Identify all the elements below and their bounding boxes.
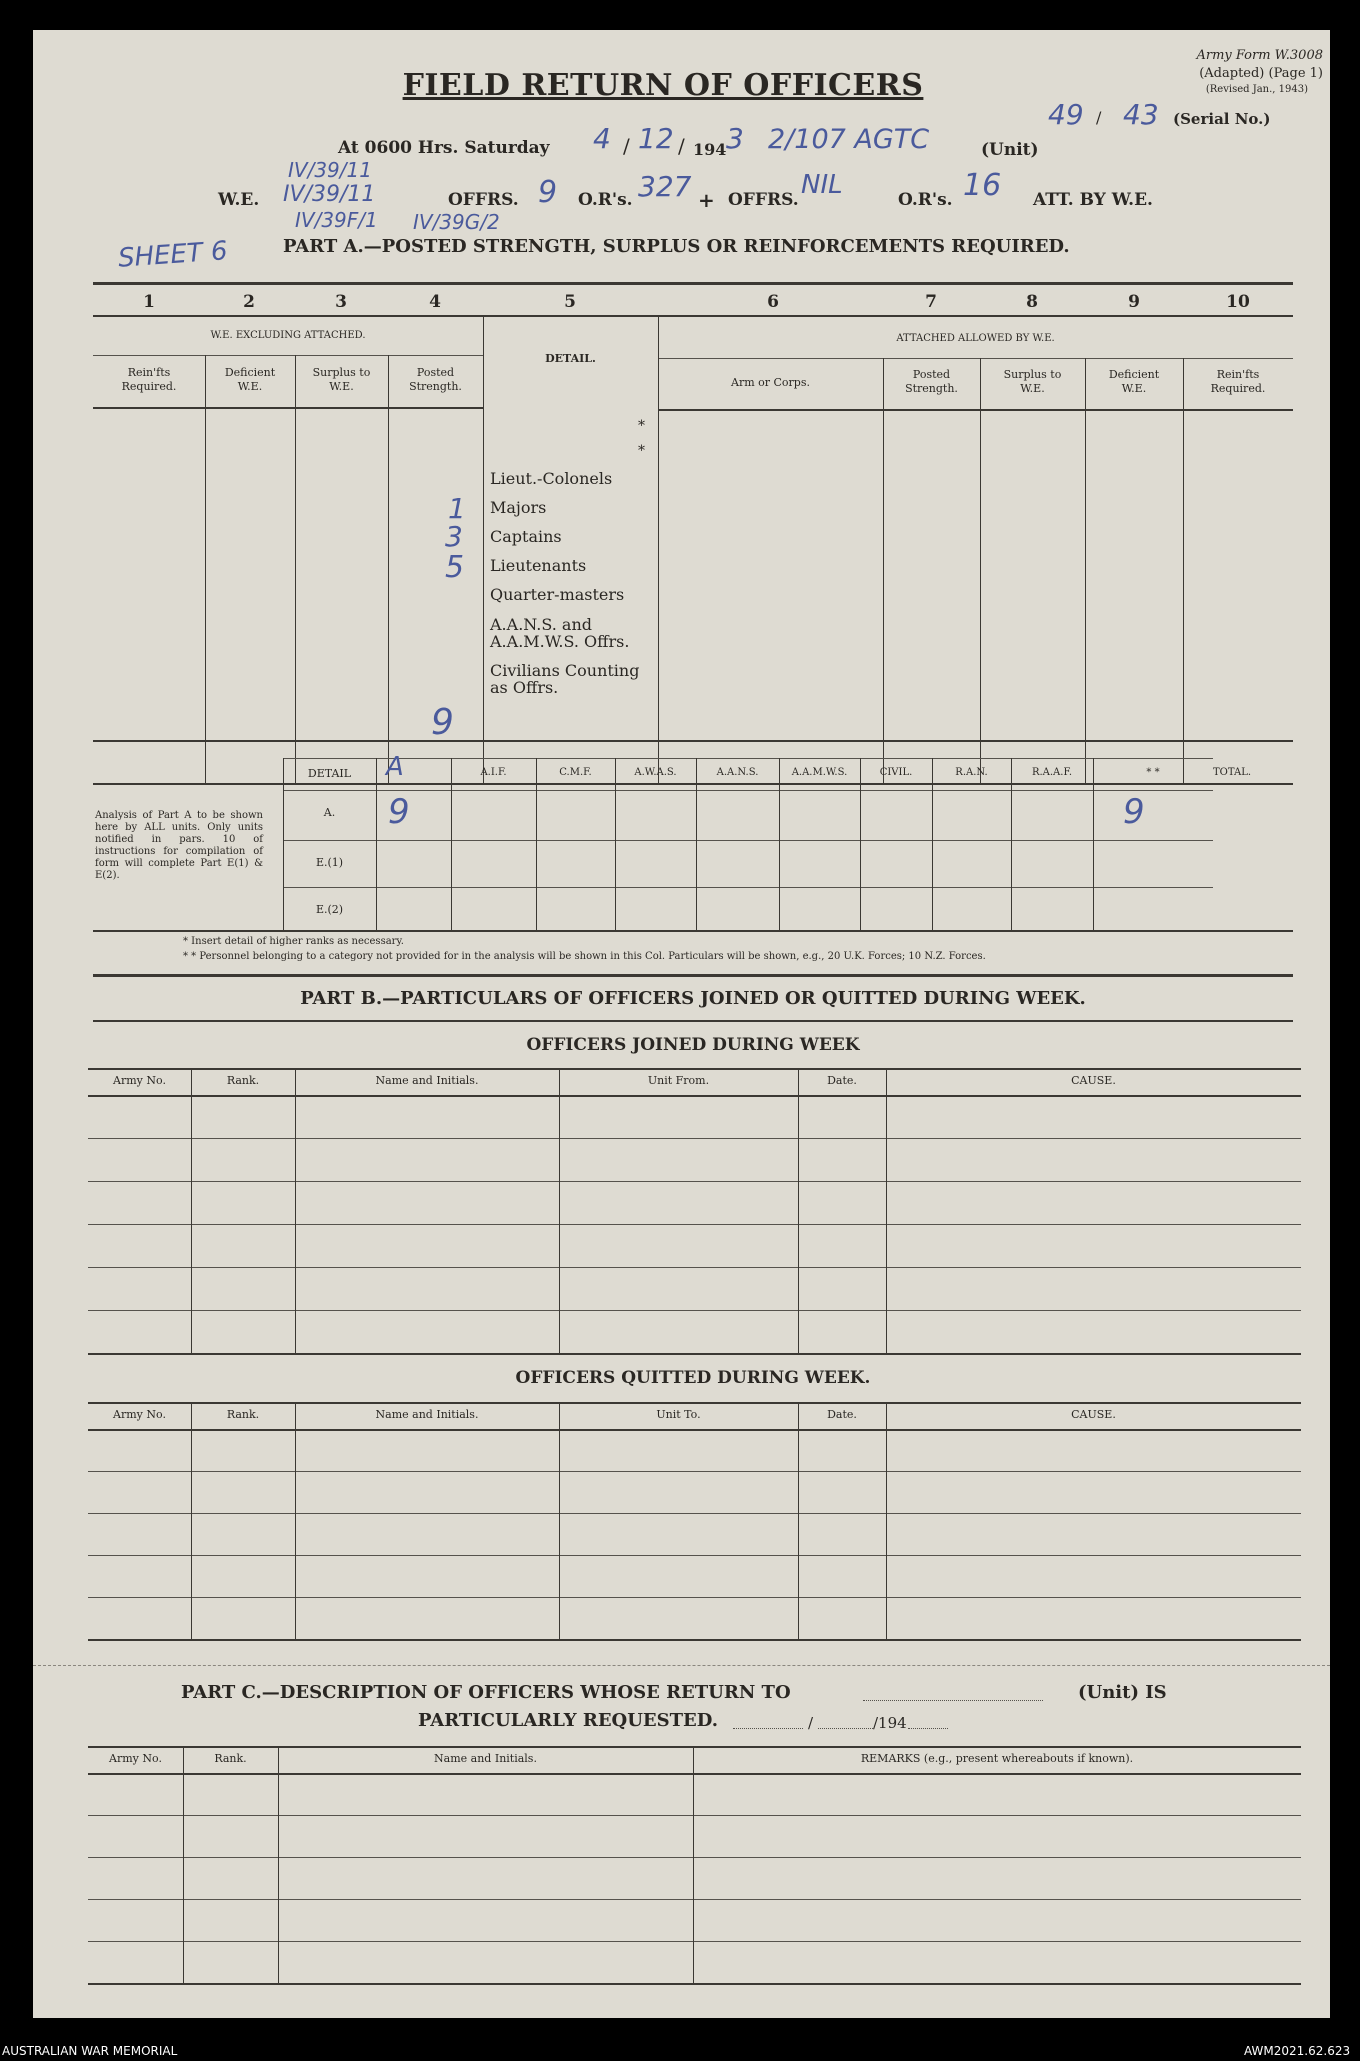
form-sheet: Army Form W.3008 (Adapted) (Page 1) (Revised Jan., 1943) 49 / 43 (Serial No.) FIELD RETURN OF OFFICERS At 0600 Hrs. Saturday 4 / 12 / 194 3 2/107 AGTC (Unit) IV/39/11 W.E. IV/39/11 OFFRS. 9 O.R's. 327 + OFFRS. NIL O.R's. 16 ATT. BY W.E. IV/39F/1 IV/39G/2 SHEET 6 PART A.—POSTED STRENGTH, SURPLUS OR REINFORCEMENTS REQUIRED. 1 2 3 4 5 6 7 8 9 10 W.E. EXCLUDING ATTACHED. DETAIL. ATTACHED ALLOWED BY W.E. Rein'fts Required. Deficient W.E. Surplus to W.E. Posted Strength. Arm or Corps. Posted Strength. Surplus to W.E. Deficient W.E. Rein'fts Required. * * Lieut.-Colonels Majors Captains Lieutenants Quarter-masters A.A.N.S. and A.A.M.W.S. Offrs. Civilians Counting as Offrs. 1 3 5 9 Analysis of Part A to be shown here by ALL units. Only units notified in pars. 10 of instructions for compilation of form will complete Part E(1) & E(2). DETAIL A A.I.F. C.M.F. A.W.A.S. A.A.N.S. A.A.M.W.S. CIVIL. R.A.N. R.A.A.F. * * TOTAL. A. E.(1) E.(2) 9 9 * Insert detail of higher ranks as necessary. * * Personnel belonging to a category not provided for in the analysis will be shown in this Col. Particulars will be shown, e.g., 20 U.K. Forces; 10 N.Z. Forces. PART B.—PARTICULARS OF OFFICERS JOINED OR QUITTED DURING WEEK. OFFICERS JOINED DURING WEEK Army No. Rank. Name and Initials. Unit From. Date. CAUSE. OFFICERS QUITTED DURING WEEK. Army No. Rank. Name and Initials. Unit To. Date. CAUSE. PART C.—DESCRIPTION OF OFFICERS WHOSE RETURN TO (Unit) IS PARTICULARLY REQUESTED. / /194 Army No. Rank. Name and Initials. REMARKS (e.g., present whereabouts if known). [33,30,1330,2018]
ors-value: 327 [638,170,692,203]
we-label: W.E. [218,190,260,210]
rank-label: Quarter-masters [490,585,625,604]
part-c-line2: PARTICULARLY REQUESTED. [418,1710,718,1731]
posted-lieutenants: 5 [445,550,465,585]
analysis-header: * * [1146,767,1160,778]
detail-header: DETAIL. [545,352,596,365]
part-b-title: PART B.—PARTICULARS OF OFFICERS JOINED OR QUITTED DURING WEEK. [300,988,1086,1009]
we-value-1: IV/39/11 [288,158,372,182]
footnote-1: * Insert detail of higher ranks as necessary. [183,936,404,947]
col-number: 1 [143,292,155,312]
quitted-header: Army No. [113,1408,166,1421]
we-value-3: IV/39F/1 [295,208,378,232]
at-time-label: At 0600 Hrs. Saturday [338,138,550,158]
date-day: 4 [593,122,611,155]
caption-left: AUSTRALIAN WAR MEMORIAL [2,2044,178,2058]
rank-label: Lieut.-Colonels [490,469,613,488]
date-month: 12 [638,122,674,155]
rank-label: Lieutenants [490,556,587,575]
form-adapted: (Adapted) (Page 1) [1199,66,1323,81]
offrs-label: OFFRS. [448,190,519,210]
joined-title: OFFICERS JOINED DURING WEEK [526,1035,860,1055]
col-number: 6 [767,292,779,312]
posted-majors: 1 [448,492,466,525]
we-value-4: IV/39G/2 [413,210,500,234]
army-form-number: Army Form W.3008 [1196,48,1323,63]
part-c-header: Rank. [214,1752,247,1765]
ors-label: O.R's. [578,190,633,210]
analysis-row-label: A. [323,806,336,819]
joined-header: Name and Initials. [375,1074,479,1087]
col-number: 9 [1128,292,1140,312]
analysis-header: C.M.F. [559,767,592,778]
subheader-left: Deficient W.E. [224,366,276,393]
quitted-header: Unit To. [656,1408,701,1421]
analysis-row-label: E.(2) [315,903,344,916]
quitted-header: Rank. [226,1408,260,1421]
asterisk-2: * [638,443,645,459]
asterisk-1: * [638,418,645,434]
year-digit: 3 [726,122,744,155]
subheader-right: Deficient W.E. [1108,368,1160,395]
plus-sign: + [698,188,715,212]
rank-label: Civilians Counting as Offrs. [490,661,640,697]
analysis-row-label: E.(1) [315,856,344,869]
offrs-value-2: NIL [801,170,843,200]
analysis-header: A.W.A.S. [634,767,677,778]
unit-value: 2/107 AGTC [768,124,930,155]
part-c-title-unit: (Unit) IS [1078,1682,1167,1703]
att-label: ATT. BY W.E. [1033,190,1153,210]
analysis-header: CIVIL. [879,767,913,778]
offrs-value: 9 [538,175,558,210]
serial-no-suffix: 43 [1123,98,1159,131]
posted-total: 9 [431,702,454,743]
joined-header: Army No. [113,1074,166,1087]
quitted-header: CAUSE. [1071,1408,1116,1421]
footnote-2: * * Personnel belonging to a category not provided for in the analysis will be shown in this Col. Particulars will be shown, e.g., 20 U.K. Forces; 10 N.Z. Forces. [183,951,986,962]
joined-header: CAUSE. [1071,1074,1116,1087]
analysis-header: R.A.N. [955,767,988,778]
col-number: 4 [429,292,441,312]
unit-label: (Unit) [981,140,1039,160]
analysis-header: A.A.N.S. [716,767,759,778]
serial-no-value: 49 [1048,98,1084,131]
form-title: FIELD RETURN OF OFFICERS [402,68,924,103]
col-number: 2 [243,292,255,312]
analysis-note: Analysis of Part A to be shown here by ALL units. Only units notified in pars. 10 of instructions for compilation of form will complete Part E(1) & E(2). [95,810,263,881]
subheader-right: Surplus to W.E. [1003,368,1062,395]
serial-no-label: (Serial No.) [1173,110,1271,128]
caption-right: AWM2021.62.623 [1244,2044,1351,2058]
we-excluding-header: W.E. EXCLUDING ATTACHED. [210,330,366,341]
subheader-right: Arm or Corps. [731,376,810,389]
col-number: 7 [925,292,937,312]
part-c-title: PART C.—DESCRIPTION OF OFFICERS WHOSE RETURN TO [181,1682,791,1703]
part-a-title: PART A.—POSTED STRENGTH, SURPLUS OR REINFORCEMENTS REQUIRED. [283,236,1070,257]
part-c-date-slash: / [808,1714,814,1732]
joined-header: Rank. [226,1074,260,1087]
subheader-left: Rein'fts Required. [121,366,177,393]
rank-label: Majors [490,498,547,517]
analysis-a-total: 9 [1123,792,1145,832]
subheader-right: Posted Strength. [905,368,958,395]
sheet-note: SHEET 6 [117,236,229,274]
quitted-title: OFFICERS QUITTED DURING WEEK. [515,1368,871,1388]
part-c-date-year: /194 [873,1714,907,1732]
rank-label: A.A.N.S. and A.A.M.W.S. Offrs. [490,615,630,651]
analysis-header: R.A.A.F. [1031,767,1073,778]
joined-header: Unit From. [647,1074,710,1087]
subheader-left: Posted Strength. [409,366,462,393]
ors-label-2: O.R's. [898,190,953,210]
col-number: 10 [1226,292,1250,312]
analysis-a-first: 9 [388,792,410,832]
col-number: 3 [335,292,347,312]
part-c-header: REMARKS (e.g., present whereabouts if known). [860,1752,1134,1765]
subheader-left: Surplus to W.E. [312,366,371,393]
year-prefix: 194 [693,140,727,159]
col-number: 8 [1026,292,1038,312]
analysis-header: A.A.M.W.S. [791,767,848,778]
quitted-header: Name and Initials. [375,1408,479,1421]
part-c-header: Name and Initials. [434,1752,537,1765]
col-number: 5 [564,292,576,312]
subheader-right: Rein'fts Required. [1210,368,1266,395]
offrs-label-2: OFFRS. [728,190,799,210]
ors-value-2: 16 [963,168,1002,203]
part-c-header: Army No. [109,1752,162,1765]
form-revised: (Revised Jan., 1943) [1205,84,1308,95]
analysis-header: A.I.F. [480,767,507,778]
analysis-header: TOTAL. [1213,767,1252,778]
we-value-2: IV/39/11 [283,182,376,207]
attached-allowed-header: ATTACHED ALLOWED BY W.E. [896,333,1055,344]
posted-captains: 3 [445,520,463,553]
rank-label: Captains [490,527,562,546]
joined-header: Date. [827,1074,857,1087]
analysis-header-handwritten: A [386,752,404,782]
quitted-header: Date. [827,1408,857,1421]
analysis-header-detail: DETAIL [307,767,352,780]
